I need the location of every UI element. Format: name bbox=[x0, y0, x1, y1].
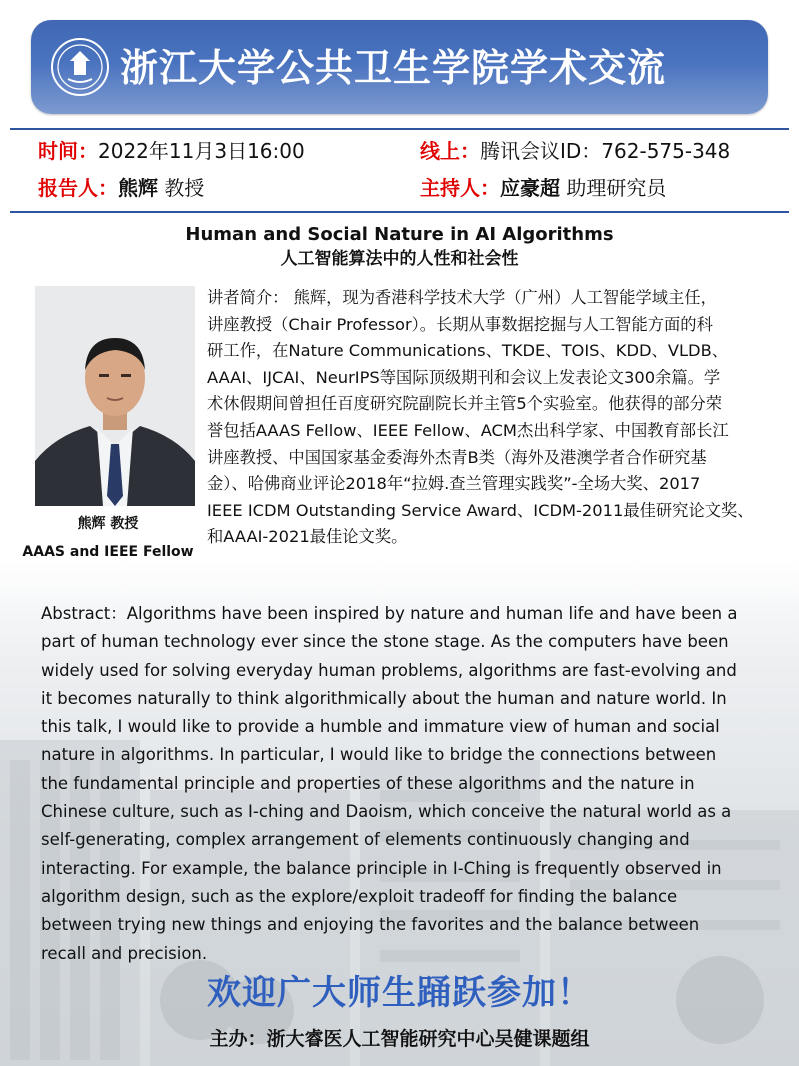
host-info bbox=[420, 174, 666, 202]
bio-line: 讲座教授、中国国家基金委海外杰青B类（海外及港澳学者合作研究基 bbox=[207, 447, 707, 467]
bio-line: AAAI、IJCAI、NeurIPS等国际顶级期刊和会议上发表论文300余篇。学 bbox=[207, 367, 721, 387]
welcome-banner-text: 欢迎广大师生踊跃参加！ bbox=[207, 973, 592, 1013]
page-title: 浙江大学公共卫生学院学术交流 bbox=[120, 46, 667, 90]
talk-title-cn: 人工智能算法中的人性和社会性 bbox=[280, 249, 519, 269]
bio-line: 讲者简介： 熊辉，现为香港科学技术大学（广州）人工智能学域主任， bbox=[207, 288, 717, 307]
time-value: 2022年11月3日16:00 bbox=[98, 139, 305, 163]
speaker-label: 报告人： bbox=[38, 176, 118, 200]
speaker-info bbox=[38, 174, 204, 202]
abstract-line: this talk, I would like to provide a humble and immature view of human and social bbox=[41, 717, 720, 737]
abstract-line: Abstract：Algorithms have been inspired by nature and human life and have been a bbox=[41, 604, 738, 623]
meeting-id: 腾讯会议ID：762-575-348 bbox=[480, 139, 731, 163]
abstract-line: part of human technology ever since the stone stage. As the computers have been bbox=[41, 632, 729, 652]
abstract-line: it becomes naturally to think algorithmically about the human and nature world. In bbox=[41, 688, 727, 708]
abstract-line: recall and precision. bbox=[41, 943, 208, 963]
host-label: 主持人： bbox=[420, 176, 500, 200]
speaker-bio bbox=[207, 285, 789, 551]
divider-top bbox=[10, 128, 789, 130]
online-label: 线上： bbox=[420, 139, 480, 163]
abstract-line: nature in algorithms. In particular, I would like to bridge the connections between bbox=[41, 745, 717, 765]
university-emblem-icon bbox=[50, 37, 110, 97]
talk-abstract bbox=[41, 600, 781, 968]
bio-line: IEEE ICDM Outstanding Service Award、ICDM-2011最佳研究论文奖、 bbox=[207, 500, 754, 520]
speaker-title: 教授 bbox=[158, 176, 205, 200]
time-label: 时间： bbox=[38, 139, 98, 163]
divider-bottom bbox=[10, 211, 789, 213]
abstract-line: widely used for solving everyday human problems, algorithms are fast-evolving and bbox=[41, 660, 737, 680]
abstract-line: algorithm design, such as the explore/exploit tradeoff for finding the balance bbox=[41, 886, 678, 906]
speaker-photo bbox=[35, 286, 195, 506]
speaker-caption-fellow: AAAS and IEEE Fellow bbox=[22, 544, 194, 560]
talk-title-en: Human and Social Nature in AI Algorithms bbox=[185, 224, 614, 245]
speaker-caption-name: 熊辉 教授 bbox=[77, 516, 139, 532]
host-name: 应豪超 bbox=[500, 176, 560, 200]
bio-line: 和AAAI-2021最佳论文奖。 bbox=[207, 527, 408, 547]
bio-line: 金）、哈佛商业评论2018年“拉姆.查兰管理实践奖”-全场大奖、2017 bbox=[207, 474, 701, 494]
abstract-line: between trying new things and enjoying the favorites and the balance between bbox=[41, 915, 700, 935]
abstract-line: Chinese culture, such as I-ching and Daoism, which conceive the natural world as a bbox=[41, 802, 732, 822]
bio-line: 术休假期间曾担任百度研究院副院长并主管5个实验室。他获得的部分荣 bbox=[207, 394, 723, 414]
bio-line: 讲座教授（Chair Professor）。长期从事数据挖掘与人工智能方面的科 bbox=[207, 314, 713, 334]
abstract-line: the fundamental principle and properties of these algorithms and the nature in bbox=[41, 773, 695, 793]
host-title: 助理研究员 bbox=[560, 176, 667, 200]
bio-line: 研工作，在Nature Communications、TKDE、TOIS、KDD、VLDB、 bbox=[207, 341, 729, 361]
bio-line: 誉包括AAAS Fellow、IEEE Fellow、ACM杰出科学家、中国教育部长江 bbox=[207, 420, 729, 440]
speaker-name: 熊辉 bbox=[118, 176, 158, 200]
abstract-line: interacting. For example, the balance principle in I-Ching is frequently observed in bbox=[41, 858, 722, 878]
online-info bbox=[420, 137, 730, 165]
abstract-line: self-generating, complex arrangement of elements continuously changing and bbox=[41, 830, 690, 850]
organizer-text: 主办：浙大睿医人工智能研究中心吴健课题组 bbox=[209, 1028, 590, 1050]
time-info bbox=[38, 137, 305, 165]
